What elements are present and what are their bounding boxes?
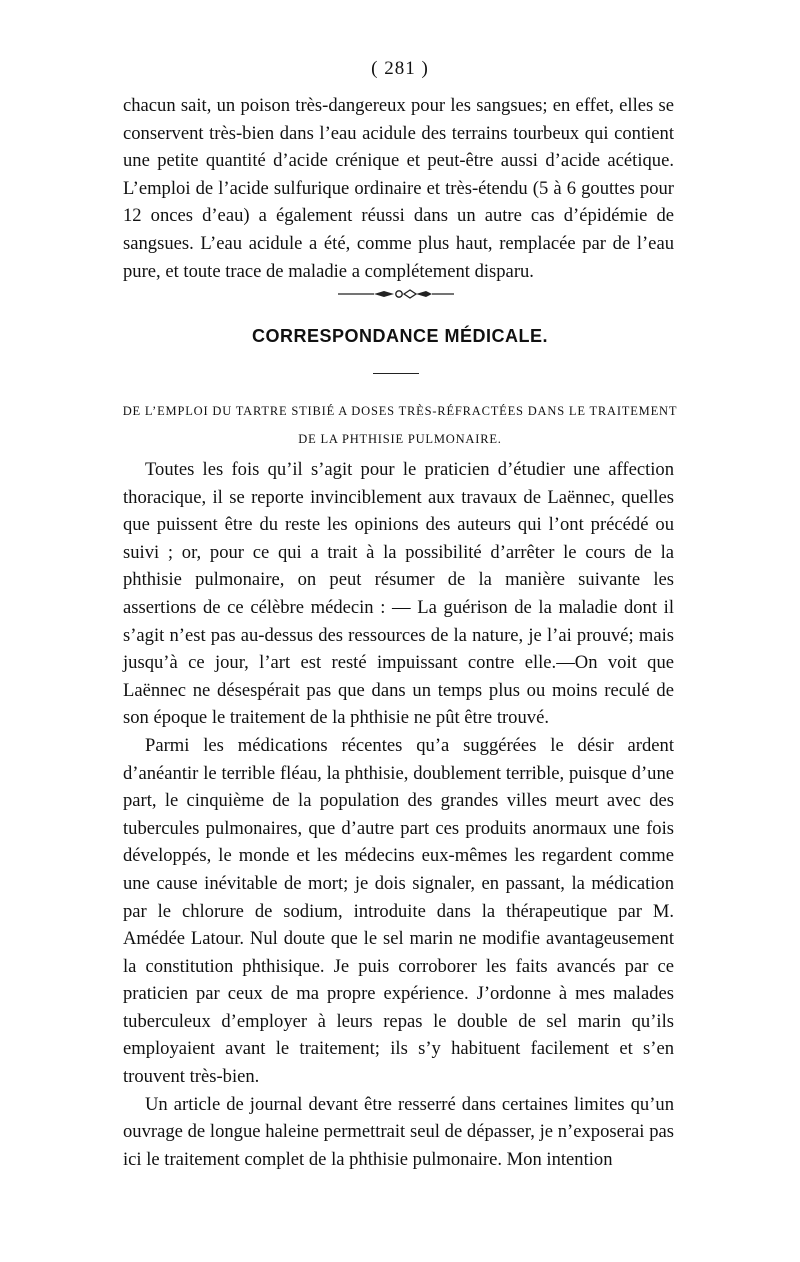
intro-paragraph: chacun sait, un poison très-dangereux pour les sangsues; en effet, elles se conservent très-bien dans l’eau acidule des terrains tourbeux qui contient une petite quantité d’acide crénique et peut-être aussi d’acide acétique. L’emploi de l’acide sulfurique ordinaire et très-étendu (5 à 6 gouttes pour 12 onces d’eau) a également réussi dans un autre cas d’épidémie de sangsues. L’eau acidule a été, comme plus haut, remplacée par de l’eau pure, et toute trace de maladie a complétement disparu.	[123, 95, 674, 282]
article-paragraph: Parmi les médications récentes qu’a suggérées le désir ardent d’anéantir le terrible fléau, la phthisie, doublement terrible, puisque d’une part, le cinquième de la population des grandes villes meurt avec des tubercules pulmonaires, que d’autre part ces produits anormaux une fois développés, le monde et les médecins eux-mêmes les regardent comme une cause inévitable de mort; je dois signaler, en passant, la médication par le chlorure de sodium, introduite dans la thérapeutique par M. Amédée Latour. Nul doute que le sel marin ne modifie avantageusement la constitution phthisique. Je puis corroborer les faits avancés par ce praticien par ceux de ma propre expérience. J’ordonne à mes malades tuberculeux d’employer à leurs repas le double de sel marin qu’ils employaient avant le traitement; ils s’y habituent facilement et s’en trouvent très-bien.	[123, 734, 674, 1088]
article-paragraph: Un article de journal devant être resserré dans certaines limites qu’un ouvrage de longue haleine permettrait seul de dépasser, je n’exposerai pas ici le traitement complet de la phthisie pulmonaire. Mon intention	[123, 1093, 674, 1170]
article-title: DE L’EMPLOI DU TARTRE STIBIÉ A DOSES TRÈS-RÉFRACTÉES DANS LE TRAITEMENT DE LA PHTHISIE PULMONAIRE.	[122, 404, 678, 446]
section-heading: CORRESPONDANCE MÉDICALE.	[251, 326, 549, 346]
intro-paragraph-block	[123, 92, 674, 285]
article-body	[123, 456, 674, 1173]
ornament-divider-icon	[336, 286, 456, 302]
page-number: ( 281 )	[371, 58, 429, 79]
heading-rule	[373, 373, 419, 374]
article-paragraph: Toutes les fois qu’il s’agit pour le praticien d’étudier une affection thoracique, il se reporte invinciblement aux travaux de Laënnec, quelles que puissent être du reste les opinions des auteurs qui l’ont précédé ou suivi ; or, pour ce qui a trait à la possibilité d’arrêter le cours de la phthisie pulmonaire, on peut résumer de la manière suivante les assertions de ce célèbre médecin : — La guérison de la maladie dont il s’agit n’est pas au-dessus des ressources de la nature, je l’ai prouvé; mais jusqu’à ce jour, l’art est resté impuissant contre elle.—On voit que Laënnec ne désespérait pas que dans un temps plus ou moins reculé de son époque le traitement de la phthisie ne pût être trouvé.	[123, 459, 674, 729]
